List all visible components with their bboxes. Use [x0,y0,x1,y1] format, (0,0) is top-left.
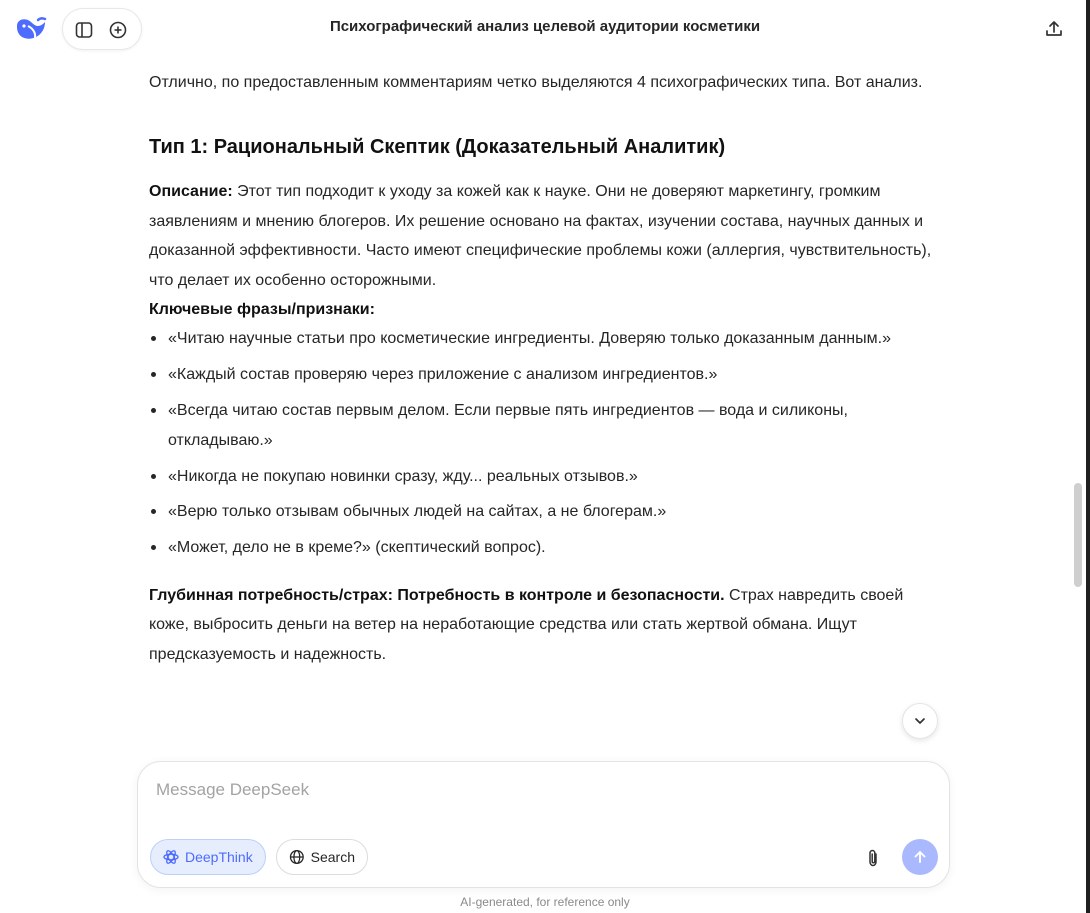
assistant-message [149,68,939,740]
description-text: Этот тип подходит к уходу за кожей как к науке. Они не доверяют маркетингу, громким заявлениям и мнению блогеров. Их решение основано на фактах, изучении состава, научных данных и доказанной эффективности. Часто имеют специфические проблемы кожи (аллергия, чувствительность), что делает их особенно осторожными. [149,183,932,289]
atom-icon [163,849,179,865]
message-composer [137,761,950,888]
arrow-up-icon [912,849,928,865]
send-button[interactable] [902,839,938,875]
phrases-label: Ключевые фразы/признаки: [149,301,375,319]
window-edge [1086,0,1090,913]
attach-file-button[interactable] [861,846,885,870]
list-item: «Верю только отзывам обычных людей на сайтах, а не блогерам.» [149,497,939,526]
search-label: Search [310,849,355,865]
phrases-list [149,324,939,562]
need-label: Глубинная потребность/страх: Потребность в контроле и безопасности. [149,586,725,604]
scrollbar-thumb[interactable] [1074,483,1082,587]
chevron-down-icon [913,714,927,728]
deepthink-toggle-button[interactable] [150,839,266,875]
list-item: «Всегда читаю состав первым делом. Если первые пять ингредиентов — вода и силиконы, откладываю.» [149,396,939,455]
share-icon[interactable] [1042,17,1066,41]
list-item: «Никогда не покупаю новинки сразу, жду... реальных отзывов.» [149,462,939,491]
list-item: «Читаю научные статьи про косметические ингредиенты. Доверяю только доказанным данным.» [149,324,939,353]
disclaimer-note: AI-generated, for reference only [460,895,630,909]
need-paragraph [149,581,939,669]
message-input[interactable] [156,776,926,804]
globe-icon [289,849,305,865]
scroll-to-bottom-button[interactable] [902,703,938,739]
search-toggle-button[interactable] [276,839,368,875]
list-item: «Может, дело не в креме?» (скептический вопрос). [149,533,939,562]
chat-title: Психографический анализ целевой аудитории косметики [329,18,761,35]
description-label: Описание: [149,183,233,201]
paperclip-icon [864,848,882,868]
message-intro: Отлично, по предоставленным комментариям четко выделяются 4 психографических типа. Вот анализ. [149,74,923,91]
deepthink-label: DeepThink [185,849,253,865]
section-heading: Тип 1: Рациональный Скептик (Доказательный Аналитик) [149,136,726,159]
description-paragraph [149,177,939,295]
top-bar [0,0,1090,58]
need-text: Страх навредить своей коже, выбросить деньги на ветер на неработающие средства или стать жертвой обмана. Ищут предсказуемость и надежность. [149,586,904,663]
list-item: «Каждый состав проверяю через приложение с анализом ингредиентов.» [149,360,939,389]
